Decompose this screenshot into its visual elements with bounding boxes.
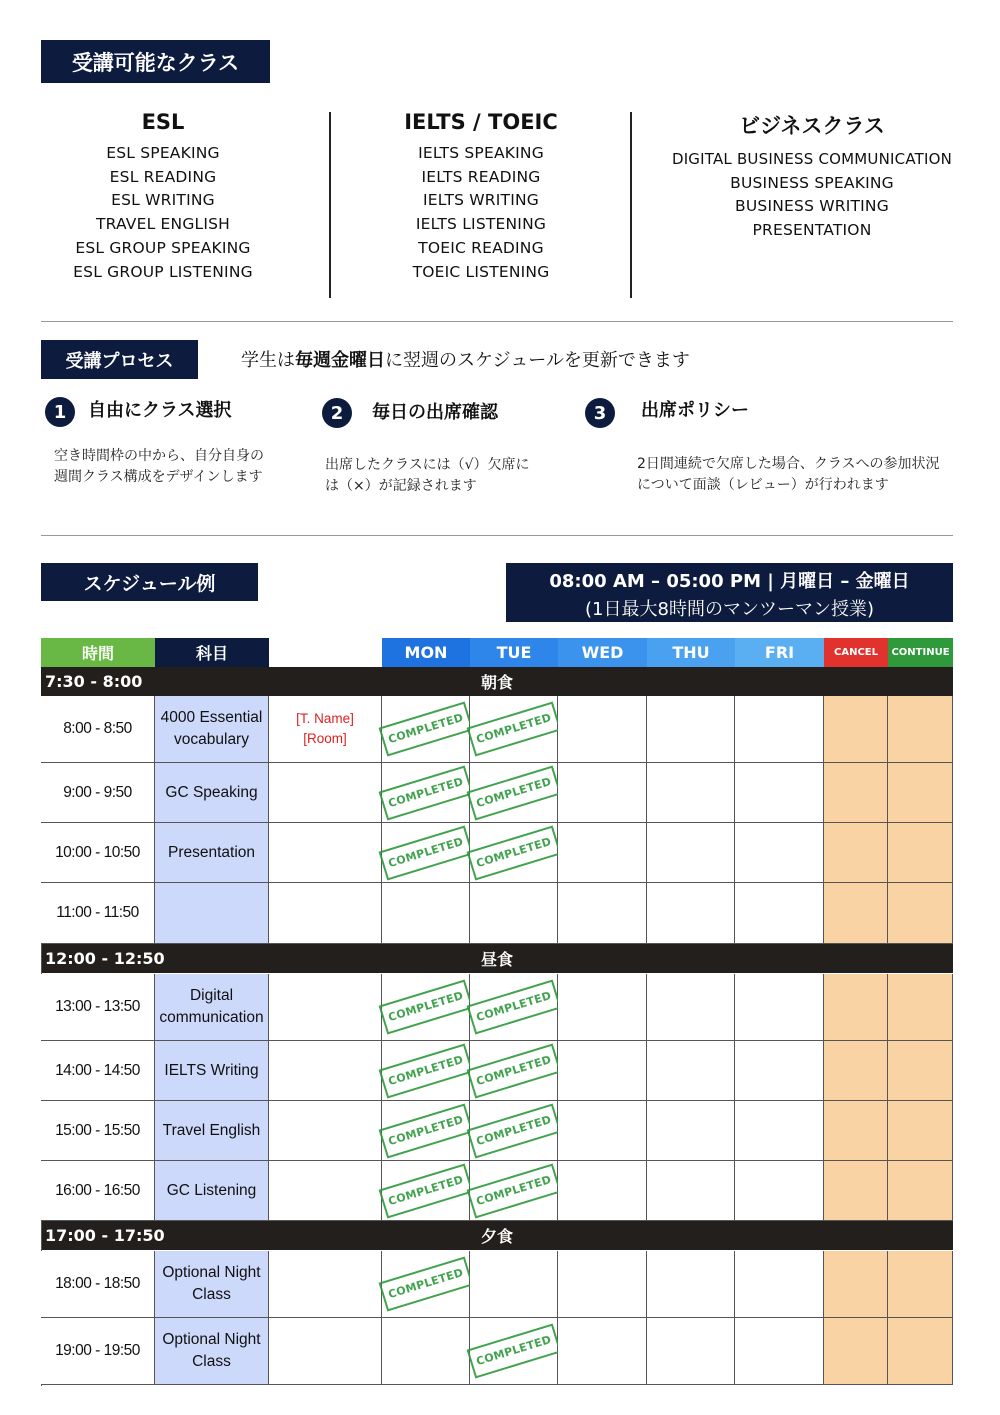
thu-cell[interactable] [647,1101,735,1161]
teacher-cell [269,883,382,944]
teacher-room: [Room] [303,731,347,746]
cancel-cell[interactable] [824,823,888,883]
fri-cell[interactable] [735,823,824,883]
thu-cell[interactable] [647,696,735,763]
completed-stamp: COMPLETED [466,765,561,820]
teacher-cell [269,763,382,823]
fri-cell[interactable] [735,1041,824,1101]
class-item: TOEIC LISTENING [412,262,550,281]
time-cell: 11:00 - 11:50 [41,883,155,944]
continue-cell[interactable] [888,1251,953,1318]
teacher-cell [269,1041,382,1101]
esl-column [41,110,285,284]
class-item: BUSINESS SPEAKING [730,173,894,192]
header-wed: WED [558,638,647,667]
teacher-cell [269,1251,382,1318]
cancel-cell[interactable] [824,763,888,823]
classes-heading: 受講可能なクラス [41,40,270,83]
class-item: TOEIC READING [418,238,544,257]
thu-cell[interactable] [647,1041,735,1101]
tue-cell[interactable] [470,1251,558,1318]
thu-cell[interactable] [647,763,735,823]
class-item: TRAVEL ENGLISH [95,215,231,234]
meal-name: 朝食 [480,673,513,692]
step-desc-2: 出席したクラスには（√）欠席には（×）が記録されます [325,457,530,494]
completed-stamp: COMPLETED [378,980,473,1035]
mon-cell[interactable] [382,823,470,883]
teacher-name: [T. Name] [296,711,354,726]
tue-cell[interactable] [470,1041,558,1101]
hours-note: (1日最大8時間のマンツーマン授業) [585,599,874,620]
step-desc-1: 空き時間枠の中から、自分自身の週間クラス構成をデザインします [54,448,264,485]
completed-stamp: COMPLETED [378,702,473,757]
step-desc-3: 2日間連続で欠席した場合、クラスへの参加状況について面談（レビュー）が行われます [637,456,940,493]
time-cell: 18:00 - 18:50 [41,1251,155,1318]
wed-cell[interactable] [558,823,647,883]
mon-cell[interactable] [382,974,470,1041]
fri-cell[interactable] [735,1318,824,1385]
cancel-cell[interactable] [824,1161,888,1221]
time-cell: 13:00 - 13:50 [41,974,155,1041]
class-item: IELTS READING [421,167,541,186]
completed-stamp: COMPLETED [466,1324,561,1379]
wed-cell[interactable] [558,1161,647,1221]
process-note-bold: 毎週金曜日 [295,350,385,371]
completed-stamp: COMPLETED [466,980,561,1035]
business-column [648,110,976,243]
continue-cell[interactable] [888,1318,953,1385]
meal-row [41,1221,953,1250]
step-number-3: 3 [585,398,615,428]
teacher-cell [269,696,382,763]
cancel-cell[interactable] [824,1101,888,1161]
time-cell: 8:00 - 8:50 [41,696,155,763]
section-divider [41,535,953,536]
fri-cell[interactable] [735,883,824,944]
header-time: 時間 [41,638,155,667]
thu-cell[interactable] [647,883,735,944]
subject-cell: Travel English [155,1101,269,1161]
tue-cell[interactable] [470,1101,558,1161]
subject-cell: GC Speaking [155,763,269,823]
subject-cell: Digital communication [155,974,269,1041]
ielts-toeic-title: IELTS / TOEIC [404,110,558,134]
class-item: ESL GROUP SPEAKING [75,238,251,257]
mon-cell[interactable] [382,1101,470,1161]
wed-cell[interactable] [558,763,647,823]
meal-row [41,667,953,696]
thu-cell[interactable] [647,1318,735,1385]
tue-cell[interactable] [470,696,558,763]
completed-stamp: COMPLETED [466,825,561,880]
meal-row [41,944,953,973]
class-item: PRESENTATION [752,221,872,240]
cancel-cell[interactable] [824,974,888,1041]
header-fri: FRI [735,638,824,667]
subject-cell: 4000 Essential vocabulary [155,696,269,763]
tue-cell[interactable] [470,1318,558,1385]
process-note-post: に翌週のスケジュールを更新できます [385,350,690,371]
section-divider [41,321,953,322]
class-item: IELTS SPEAKING [418,144,544,162]
subject-cell: Optional Night Class [155,1318,269,1385]
mon-cell[interactable] [382,1161,470,1221]
tue-cell[interactable] [470,883,558,944]
continue-cell[interactable] [888,696,953,763]
wed-cell[interactable] [558,1101,647,1161]
column-divider [329,112,331,298]
cancel-cell[interactable] [824,696,888,763]
cancel-cell[interactable] [824,883,888,944]
fri-cell[interactable] [735,1101,824,1161]
wed-cell[interactable] [558,1251,647,1318]
hours-line: 08:00 AM – 05:00 PM | 月曜日 – 金曜日 [549,571,910,592]
process-heading: 受講プロセス [41,340,198,379]
header-subject: 科目 [155,638,269,667]
wed-cell[interactable] [558,974,647,1041]
completed-stamp: COMPLETED [378,825,473,880]
completed-stamp: COMPLETED [378,765,473,820]
mon-cell[interactable] [382,696,470,763]
wed-cell[interactable] [558,883,647,944]
teacher-cell [269,1318,382,1385]
meal-time: 12:00 - 12:50 [45,949,165,968]
subject-cell: Optional Night Class [155,1251,269,1318]
step-number-1: 1 [45,397,75,427]
teacher-cell [269,1101,382,1161]
header-continue: CONTINUE [888,638,953,667]
mon-cell[interactable] [382,1041,470,1101]
continue-cell[interactable] [888,974,953,1041]
tue-cell[interactable] [470,763,558,823]
tue-cell[interactable] [470,1161,558,1221]
step-title-3: 出席ポリシー [641,400,749,421]
cancel-cell[interactable] [824,1318,888,1385]
teacher-cell [269,974,382,1041]
thu-cell[interactable] [647,1251,735,1318]
class-item: ESL READING [109,167,217,186]
completed-stamp: COMPLETED [466,1043,561,1098]
continue-cell[interactable] [888,883,953,944]
continue-cell[interactable] [888,763,953,823]
header-thu: THU [647,638,735,667]
subject-cell: Presentation [155,823,269,883]
hours-box [506,563,953,622]
teacher-cell [269,1161,382,1221]
meal-time: 17:00 - 17:50 [45,1226,165,1245]
completed-stamp: COMPLETED [378,1257,473,1312]
completed-stamp: COMPLETED [466,1163,561,1218]
mon-cell[interactable] [382,763,470,823]
wed-cell[interactable] [558,1041,647,1101]
header-mon: MON [382,638,470,667]
fri-cell[interactable] [735,1251,824,1318]
continue-cell[interactable] [888,1041,953,1101]
meal-name: 夕食 [480,1227,513,1246]
fri-cell[interactable] [735,696,824,763]
class-item: DIGITAL BUSINESS COMMUNICATION [671,150,953,168]
subject-cell [155,883,269,944]
time-cell: 10:00 - 10:50 [41,823,155,883]
column-divider [630,112,632,298]
continue-cell[interactable] [888,1101,953,1161]
time-cell: 15:00 - 15:50 [41,1101,155,1161]
time-cell: 19:00 - 19:50 [41,1318,155,1385]
completed-stamp: COMPLETED [378,1163,473,1218]
fri-cell[interactable] [735,763,824,823]
subject-cell: IELTS Writing [155,1041,269,1101]
fri-cell[interactable] [735,1161,824,1221]
teacher-cell [269,823,382,883]
mon-cell[interactable] [382,1318,470,1385]
step-number-2: 2 [322,398,352,428]
completed-stamp: COMPLETED [466,702,561,757]
process-note-pre: 学生は [241,350,295,371]
step-title-1: 自由にクラス選択 [88,400,232,421]
class-item: ESL GROUP LISTENING [73,262,253,281]
schedule-heading: スケジュール例 [41,563,258,601]
completed-stamp: COMPLETED [378,1043,473,1098]
business-title: ビジネスクラス [739,114,885,138]
tue-cell[interactable] [470,974,558,1041]
wed-cell[interactable] [558,1318,647,1385]
time-cell: 14:00 - 14:50 [41,1041,155,1101]
class-item: ESL SPEAKING [106,144,220,162]
wed-cell[interactable] [558,696,647,763]
fri-cell[interactable] [735,974,824,1041]
thu-cell[interactable] [647,1161,735,1221]
thu-cell[interactable] [647,823,735,883]
continue-cell[interactable] [888,1161,953,1221]
class-item: ESL WRITING [111,191,215,210]
esl-title: ESL [141,110,185,134]
class-item: BUSINESS WRITING [735,197,889,216]
process-note [241,346,690,372]
time-cell: 16:00 - 16:50 [41,1161,155,1221]
completed-stamp: COMPLETED [466,1103,561,1158]
time-cell: 9:00 - 9:50 [41,763,155,823]
cancel-cell[interactable] [824,1041,888,1101]
mon-cell[interactable] [382,883,470,944]
mon-cell[interactable] [382,1251,470,1318]
header-cancel: CANCEL [824,638,888,667]
meal-name: 昼食 [480,950,513,969]
subject-cell: GC Listening [155,1161,269,1221]
completed-stamp: COMPLETED [378,1103,473,1158]
meal-time: 7:30 - 8:00 [45,672,143,691]
cancel-cell[interactable] [824,1251,888,1318]
teacher-info [296,709,354,749]
ielts-toeic-column [360,110,602,284]
header-tue: TUE [470,638,558,667]
class-item: IELTS WRITING [422,191,539,210]
thu-cell[interactable] [647,974,735,1041]
class-item: IELTS LISTENING [415,215,547,234]
continue-cell[interactable] [888,823,953,883]
step-title-2: 毎日の出席確認 [372,402,498,423]
tue-cell[interactable] [470,823,558,883]
